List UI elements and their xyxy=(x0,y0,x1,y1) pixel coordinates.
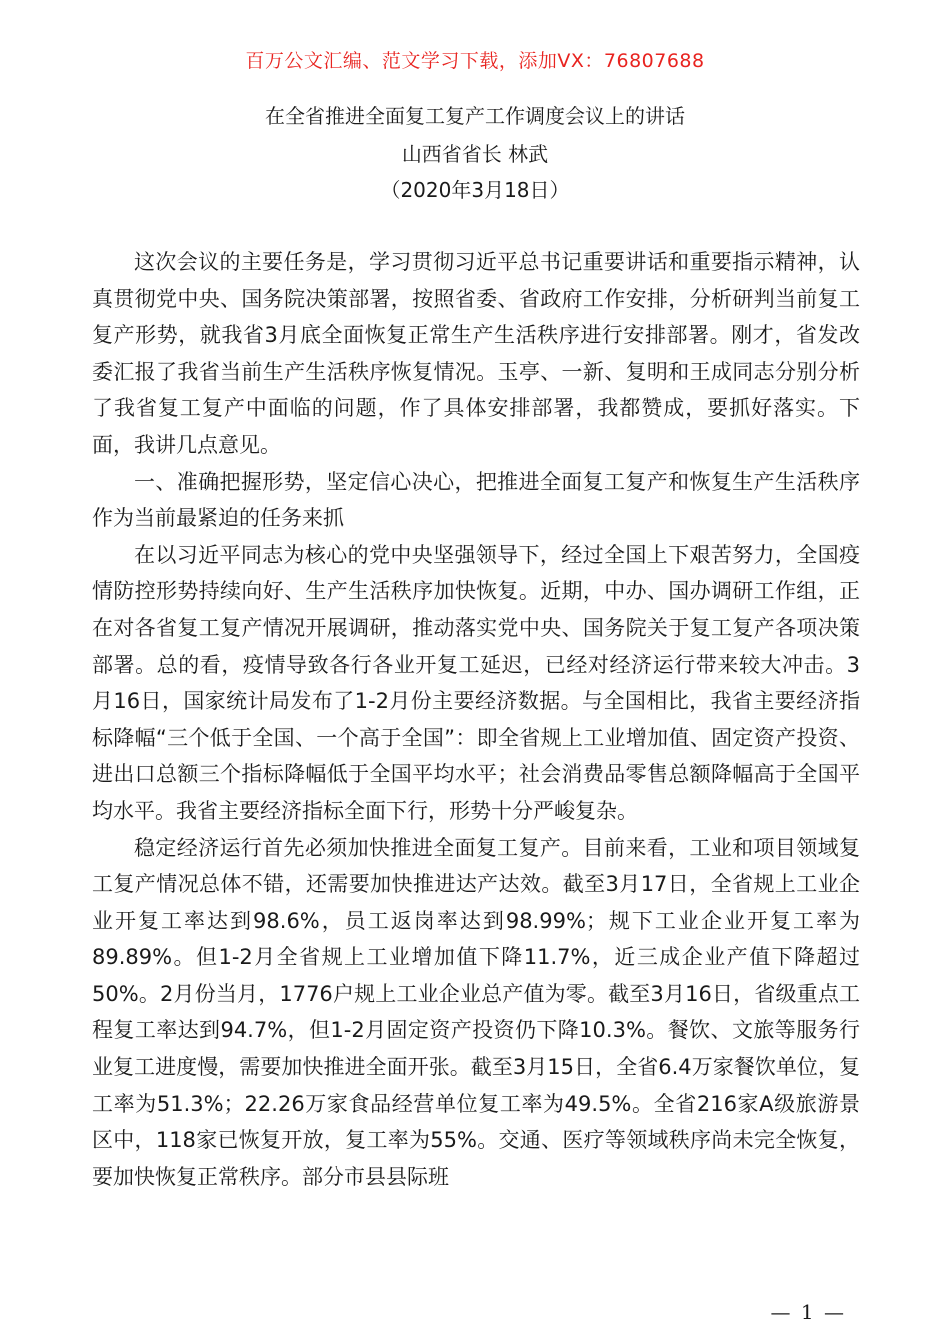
document-author: 山西省省长 林武 xyxy=(401,142,549,166)
page-number: — 1 — xyxy=(770,1300,846,1324)
document-title: 在全省推进全面复工复产工作调度会议上的讲话 xyxy=(265,104,685,128)
document-date: （2020年3月18日） xyxy=(380,178,570,202)
paragraph-economy: 稳定经济运行首先必须加快推进全面复工复产。目前来看，工业和项目领域复工复产情况总体不错，还需要加快推进达产达效。截至3月17日，全省规上工业企业开复工率达到98.6%，员工返岗率达到98.99%；规下工业企业开复工率为89.89%。但1-2月全省规上工业增加值下降11.7%，近三成企业产值下降超过50%。2月份当月，1776户规上工业企业总产值为零。截至3月16日，省级重点工程复工率达到94.7%，但1-2月固定资产投资仍下降10.3%。餐饮、文旅等服务行业复工进度慢，需要加快推进全面开张。截至3月15日，全省6.4万家餐饮单位，复工率为51.3%；22.26万家食品经营单位复工率为49.5%。全省216家A级旅游景区中，118家已恢复开放，复工率为55%。交通、医疗等领域秩序尚未完全恢复，要加快恢复正常秩序。部分市县县际班 xyxy=(92,835,860,1189)
section-heading-1: 一、准确把握形势，坚定信心决心，把推进全面复工复产和恢复生产生活秩序作为当前最紧迫的任务来抓 xyxy=(92,469,860,531)
paragraph-situation: 在以习近平同志为核心的党中央坚强领导下，经过全国上下艰苦努力，全国疫情防控形势持续向好、生产生活秩序加快恢复。近期，中办、国办调研工作组，正在对各省复工复产情况开展调研，推动落实党中央、国务院关于复工复产各项决策部署。总的看，疫情导致各行各业开复工延迟，已经对经济运行带来较大冲击。3月16日，国家统计局发布了1-2月份主要经济数据。与全国相比，我省主要经济指标降幅“三个低于全国、一个高于全国”：即全省规上工业增加值、固定资产投资、进出口总额三个指标降幅低于全国平均水平；社会消费品零售总额降幅高于全国平均水平。我省主要经济指标全面下行，形势十分严峻复杂。 xyxy=(92,542,860,823)
watermark-text: 百万公文汇编、范文学习下载，添加VX：76807688 xyxy=(245,50,705,72)
document-body xyxy=(92,244,860,1195)
paragraph-intro: 这次会议的主要任务是，学习贯彻习近平总书记重要讲话和重要指示精神，认真贯彻党中央、国务院决策部署，按照省委、省政府工作安排，分析研判当前复工复产形势，就我省3月底全面恢复正常生产生活秩序进行安排部署。刚才，省发改委汇报了我省当前生产生活秩序恢复情况。玉亭、一新、复明和王成同志分别分析了我省复工复产中面临的问题，作了具体安排部署，我都赞成，要抓好落实。下面，我讲几点意见。 xyxy=(92,250,860,457)
